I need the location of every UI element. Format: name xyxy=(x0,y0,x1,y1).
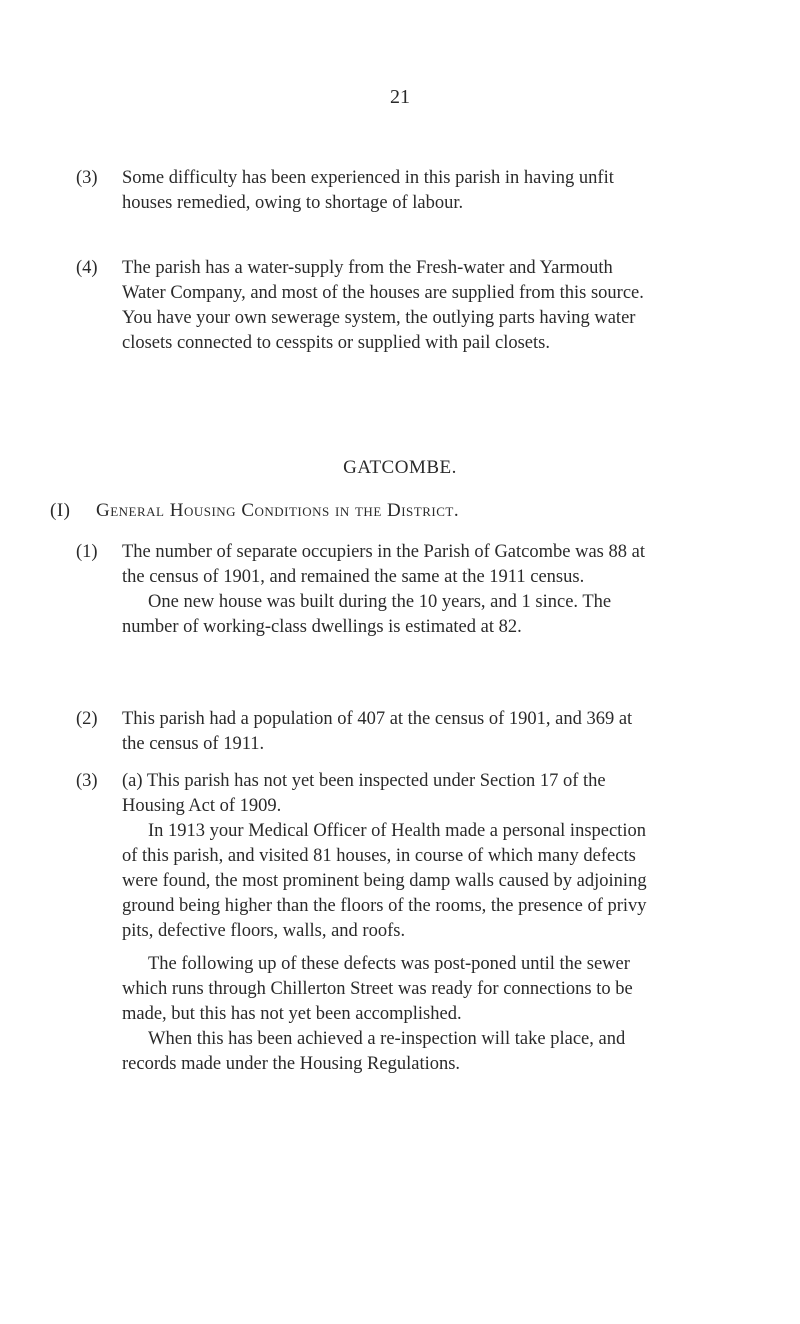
paragraph-text: (a) This parish has not yet been inspected under Section 17 of the Housing Act of 1909. xyxy=(122,771,606,816)
paragraph-marker: (1) xyxy=(76,542,98,562)
paragraph-3-inspection xyxy=(76,769,650,1077)
paragraph-3-previous-parish xyxy=(76,166,650,216)
paragraph-marker: (3) xyxy=(76,771,98,791)
paragraph-text-inspection-details: In 1913 your Medical Officer of Health made a personal inspection of this parish, and visited 81 houses, in course of which many defects were found, the most prominent being damp walls caused by adjoining ground being higher than the floors of the rooms, the presence of privy pits, defective floors, walls, and roofs. xyxy=(122,821,647,941)
section-marker: (I) xyxy=(50,500,71,521)
parish-title: GATCOMBE. xyxy=(343,457,457,478)
paragraph-text: This parish had a population of 407 at the census of 1901, and 369 at the census of 1911. xyxy=(122,709,633,754)
paragraph-text-reinspection: When this has been achieved a re-inspection will take place, and records made under the Housing Regulations. xyxy=(122,1029,626,1074)
paragraph-text-postponed: The following up of these defects was post-poned until the sewer which runs through Chillerton Street was ready for connections to be made, but this has not yet been accomplished. xyxy=(122,954,633,1024)
page-number: 21 xyxy=(390,86,410,108)
paragraph-text: The parish has a water-supply from the Fresh-water and Yarmouth Water Company, and most of the houses are supplied from this source. You have your own sewerage system, the outlying parts having water closets connected to cesspits or supplied with pail closets. xyxy=(122,258,644,353)
paragraph-1-occupiers xyxy=(76,540,650,640)
paragraph-marker: (4) xyxy=(76,258,98,278)
paragraph-marker: (3) xyxy=(76,168,98,188)
paragraph-marker: (2) xyxy=(76,709,98,729)
section-heading xyxy=(50,500,460,522)
section-heading-text: General Housing Conditions in the District. xyxy=(96,500,460,521)
paragraph-text: Some difficulty has been experienced in this parish in having unfit houses remedied, owing to shortage of labour. xyxy=(122,168,614,213)
paragraph-text: The number of separate occupiers in the Parish of Gatcombe was 88 at the census of 1901, and remained the same at the 1911 census. xyxy=(122,542,645,587)
paragraph-4-water-supply xyxy=(76,256,650,356)
paragraph-2-population xyxy=(76,707,650,757)
paragraph-text-continued: One new house was built during the 10 years, and 1 since. The number of working-class dwellings is estimated at 82. xyxy=(122,592,612,637)
